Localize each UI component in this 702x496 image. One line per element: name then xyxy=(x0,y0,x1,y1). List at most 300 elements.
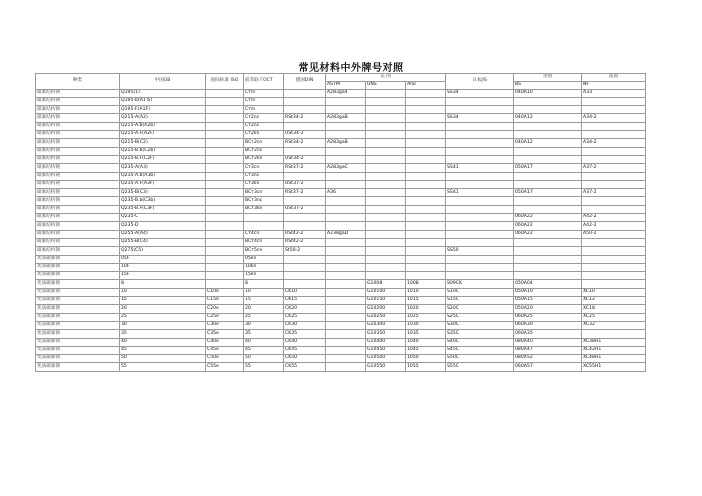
cell-jis xyxy=(446,255,514,263)
cell-gost: 55 xyxy=(244,363,284,371)
table-row xyxy=(36,338,646,346)
cell-cn-gb: Q195-F(A1F) xyxy=(120,106,206,114)
cell-gost: Cт/n xyxy=(244,89,284,97)
cell-aisi xyxy=(406,214,446,222)
page-title: 常见材料中外牌号对照 xyxy=(298,63,404,74)
cell-cn-gb: Q215-A.b(A2b) xyxy=(120,122,206,130)
cell-jis xyxy=(446,180,514,188)
cell-kind: 优质碳素钢 xyxy=(36,255,120,263)
cell-astm xyxy=(326,205,366,213)
cell-bs xyxy=(514,155,582,163)
cell-jis xyxy=(446,205,514,213)
cell-uns xyxy=(366,205,406,213)
table-row xyxy=(36,230,646,238)
cell-din: RSt34-2 xyxy=(284,139,326,147)
cell-aisi: 1015 xyxy=(406,297,446,305)
cell-gost: 25 xyxy=(244,313,284,321)
cell-cn-gb: 55 xyxy=(120,363,206,371)
cell-gost: 15kn xyxy=(244,272,284,280)
cell-din xyxy=(284,97,326,105)
cell-cn-gb: 30 xyxy=(120,321,206,329)
cell-uns xyxy=(366,189,406,197)
cell-jis xyxy=(446,172,514,180)
cell-din xyxy=(284,172,326,180)
cell-din xyxy=(284,197,326,205)
cell-cn-gb: 10 xyxy=(120,288,206,296)
cell-astm xyxy=(326,330,366,338)
table-row xyxy=(36,305,646,313)
cell-kind: 碳素结构钢 xyxy=(36,122,120,130)
cell-iso xyxy=(206,147,244,155)
cell-jis: S10C xyxy=(446,288,514,296)
cell-aisi xyxy=(406,189,446,197)
cell-iso xyxy=(206,272,244,280)
table-row xyxy=(36,164,646,172)
cell-cn-gb: Q235-D xyxy=(120,222,206,230)
cell-kind: 碳素结构钢 xyxy=(36,114,120,122)
cell-kind: 碳素结构钢 xyxy=(36,164,120,172)
cell-astm xyxy=(326,131,366,139)
cell-astm xyxy=(326,363,366,371)
cell-kind: 优质碳素钢 xyxy=(36,263,120,271)
cell-aisi xyxy=(406,106,446,114)
cell-nf: XC48H1 xyxy=(582,355,646,363)
cell-gost: 45 xyxy=(244,346,284,354)
cell-jis: SS34 xyxy=(446,114,514,122)
header-usa: 美 国 xyxy=(326,74,446,82)
cell-gost: BCт3cn xyxy=(244,189,284,197)
cell-bs xyxy=(514,131,582,139)
cell-din xyxy=(284,272,326,280)
header-astm: ASTM xyxy=(326,81,366,89)
cell-kind: 碳素结构钢 xyxy=(36,205,120,213)
cell-aisi: 1040 xyxy=(406,338,446,346)
cell-cn-gb: 40 xyxy=(120,338,206,346)
cell-cn-gb: 15F xyxy=(120,272,206,280)
cell-kind: 优质碳素钢 xyxy=(36,355,120,363)
table-row xyxy=(36,189,646,197)
header-bs: BS xyxy=(514,81,582,89)
cell-nf: XC12 xyxy=(582,297,646,305)
cell-uns xyxy=(366,147,406,155)
cell-din: CK35 xyxy=(284,330,326,338)
cell-nf: A37-2 xyxy=(582,164,646,172)
cell-gost: Cт/n xyxy=(244,97,284,105)
cell-kind: 优质碳素钢 xyxy=(36,363,120,371)
cell-kind: 优质碳素钢 xyxy=(36,313,120,321)
table-row xyxy=(36,131,646,139)
cell-bs xyxy=(514,272,582,280)
cell-astm xyxy=(326,197,366,205)
cell-astm xyxy=(326,272,366,280)
cell-uns: G10150 xyxy=(366,297,406,305)
cell-jis: SS41 xyxy=(446,189,514,197)
cell-astm xyxy=(326,214,366,222)
cell-din xyxy=(284,255,326,263)
cell-aisi xyxy=(406,222,446,230)
cell-cn-gb: Q195(1) xyxy=(120,89,206,97)
cell-uns xyxy=(366,131,406,139)
cell-iso: C35e xyxy=(206,330,244,338)
cell-iso xyxy=(206,164,244,172)
header-cn-gb: 中国GB xyxy=(120,74,206,90)
cell-din: CK40 xyxy=(284,338,326,346)
cell-astm xyxy=(326,355,366,363)
cell-bs xyxy=(514,238,582,246)
table-row xyxy=(36,122,646,130)
cell-kind: 碳素结构钢 xyxy=(36,139,120,147)
cell-uns xyxy=(366,97,406,105)
cell-nf xyxy=(582,272,646,280)
cell-kind: 碳素结构钢 xyxy=(36,89,120,97)
cell-jis: S09CK xyxy=(446,280,514,288)
cell-aisi xyxy=(406,89,446,97)
cell-kind: 碳素结构钢 xyxy=(36,222,120,230)
cell-astm xyxy=(326,222,366,230)
cell-kind: 优质碳素钢 xyxy=(36,338,120,346)
cell-bs: 050A20 xyxy=(514,305,582,313)
cell-cn-gb: 45 xyxy=(120,346,206,354)
cell-aisi xyxy=(406,172,446,180)
cell-uns xyxy=(366,214,406,222)
cell-din: USt37-2 xyxy=(284,205,326,213)
cell-uns: G10250 xyxy=(366,313,406,321)
cell-iso: C15e xyxy=(206,297,244,305)
cell-cn-gb: 05F xyxy=(120,255,206,263)
cell-jis: S20C xyxy=(446,305,514,313)
cell-kind: 碳素结构钢 xyxy=(36,189,120,197)
cell-astm xyxy=(326,338,366,346)
cell-bs: 060A35 xyxy=(514,330,582,338)
cell-uns xyxy=(366,247,406,255)
cell-gost: 35 xyxy=(244,330,284,338)
cell-din: RSt42-2 xyxy=(284,238,326,246)
cell-cn-gb: Q235-C xyxy=(120,214,206,222)
cell-iso: C30e xyxy=(206,321,244,329)
cell-iso xyxy=(206,131,244,139)
cell-uns xyxy=(366,263,406,271)
cell-kind: 碳素结构钢 xyxy=(36,247,120,255)
cell-nf xyxy=(582,255,646,263)
cell-cn-gb: Q235-A.b(A3b) xyxy=(120,172,206,180)
table-row xyxy=(36,97,646,105)
cell-astm xyxy=(326,305,366,313)
cell-astm xyxy=(326,97,366,105)
cell-aisi xyxy=(406,255,446,263)
cell-cn-gb: Q235-B.b(C3b) xyxy=(120,197,206,205)
cell-bs: 040A10 xyxy=(514,89,582,97)
cell-din: CK10 xyxy=(284,288,326,296)
cell-jis xyxy=(446,106,514,114)
cell-bs: 060A22 xyxy=(514,230,582,238)
cell-jis xyxy=(446,147,514,155)
cell-nf xyxy=(582,97,646,105)
cell-uns xyxy=(366,164,406,172)
cell-aisi xyxy=(406,97,446,105)
cell-nf: A42-2 xyxy=(582,222,646,230)
materials-table xyxy=(35,73,646,372)
cell-kind: 碳素结构钢 xyxy=(36,147,120,155)
cell-nf xyxy=(582,238,646,246)
cell-jis: S40C xyxy=(446,338,514,346)
cell-iso xyxy=(206,247,244,255)
cell-jis: S50C xyxy=(446,355,514,363)
cell-cn-gb: Q195-b(A1 b) xyxy=(120,97,206,105)
cell-din: CK15 xyxy=(284,297,326,305)
cell-gost: Cт2nc xyxy=(244,122,284,130)
cell-uns xyxy=(366,230,406,238)
cell-astm xyxy=(326,313,366,321)
cell-nf xyxy=(582,197,646,205)
cell-kind: 碳素结构钢 xyxy=(36,180,120,188)
cell-nf: XC55H1 xyxy=(582,363,646,371)
cell-nf: A34-2 xyxy=(582,114,646,122)
cell-nf: A34-2 xyxy=(582,139,646,147)
cell-jis xyxy=(446,139,514,147)
cell-uns xyxy=(366,272,406,280)
cell-iso xyxy=(206,238,244,246)
cell-uns xyxy=(366,139,406,147)
cell-uns: G10400 xyxy=(366,338,406,346)
cell-bs: 050A04 xyxy=(514,280,582,288)
cell-cn-gb: Q215-A(A2) xyxy=(120,114,206,122)
cell-jis: S35C xyxy=(446,330,514,338)
cell-jis: S45C xyxy=(446,346,514,354)
cell-uns xyxy=(366,197,406,205)
cell-uns xyxy=(366,114,406,122)
cell-iso xyxy=(206,122,244,130)
cell-nf xyxy=(582,131,646,139)
cell-bs xyxy=(514,122,582,130)
cell-astm xyxy=(326,346,366,354)
cell-astm xyxy=(326,172,366,180)
cell-aisi: 1050 xyxy=(406,355,446,363)
cell-din xyxy=(284,280,326,288)
cell-din xyxy=(284,122,326,130)
cell-aisi xyxy=(406,230,446,238)
cell-cn-gb: 25 xyxy=(120,313,206,321)
cell-uns: G10500 xyxy=(366,355,406,363)
table-row xyxy=(36,330,646,338)
cell-din: RSt37-2 xyxy=(284,164,326,172)
cell-uns xyxy=(366,238,406,246)
cell-din xyxy=(284,214,326,222)
cell-gost: Cт2nc xyxy=(244,114,284,122)
table-row xyxy=(36,172,646,180)
cell-kind: 碳素结构钢 xyxy=(36,97,120,105)
cell-nf xyxy=(582,106,646,114)
header-iso: 国际标准 ISO xyxy=(206,74,244,90)
cell-cn-gb: Q235-B.F(C3F) xyxy=(120,205,206,213)
cell-iso xyxy=(206,205,244,213)
cell-din: CK25 xyxy=(284,313,326,321)
cell-bs: 050A15 xyxy=(514,297,582,305)
cell-gost: BCт3nc xyxy=(244,197,284,205)
cell-kind: 碳素结构钢 xyxy=(36,172,120,180)
cell-astm xyxy=(326,263,366,271)
table-row xyxy=(36,321,646,329)
cell-iso xyxy=(206,280,244,288)
cell-cn-gb: Q255-B(C4) xyxy=(120,238,206,246)
header-uk: 英国 xyxy=(514,74,582,82)
cell-jis: SS34 xyxy=(446,89,514,97)
cell-uns: G10350 xyxy=(366,330,406,338)
cell-jis: SS50 xyxy=(446,247,514,255)
table-row xyxy=(36,363,646,371)
cell-iso: C20e xyxy=(206,305,244,313)
cell-bs: 060A57 xyxy=(514,363,582,371)
cell-astm xyxy=(326,106,366,114)
cell-iso xyxy=(206,89,244,97)
cell-aisi: 1055 xyxy=(406,363,446,371)
cell-aisi xyxy=(406,180,446,188)
cell-aisi: 1030 xyxy=(406,321,446,329)
cell-bs xyxy=(514,255,582,263)
cell-cn-gb: Q215-B(C2) xyxy=(120,139,206,147)
cell-iso xyxy=(206,97,244,105)
cell-nf: A42-2 xyxy=(582,214,646,222)
cell-nf xyxy=(582,205,646,213)
cell-gost xyxy=(244,222,284,230)
cell-gost: 50 xyxy=(244,355,284,363)
cell-astm: A238gaD xyxy=(326,230,366,238)
cell-cn-gb: 35 xyxy=(120,330,206,338)
table-row xyxy=(36,313,646,321)
cell-jis xyxy=(446,155,514,163)
cell-astm: A283gaC xyxy=(326,164,366,172)
cell-din xyxy=(284,263,326,271)
cell-iso xyxy=(206,189,244,197)
cell-bs xyxy=(514,147,582,155)
header-nf: NF xyxy=(582,81,646,89)
header-din: 德国DIN xyxy=(284,74,326,90)
cell-jis: S30C xyxy=(446,321,514,329)
cell-iso xyxy=(206,172,244,180)
cell-iso xyxy=(206,139,244,147)
cell-aisi xyxy=(406,114,446,122)
cell-nf: XC42H1 xyxy=(582,346,646,354)
cell-astm xyxy=(326,288,366,296)
cell-gost: 10kn xyxy=(244,263,284,271)
cell-aisi xyxy=(406,139,446,147)
cell-gost: BCт2nc xyxy=(244,147,284,155)
cell-aisi: 1008 xyxy=(406,280,446,288)
cell-gost xyxy=(244,214,284,222)
cell-uns xyxy=(366,106,406,114)
header-fr: 法国 xyxy=(582,74,646,82)
header-gost: 前苏联 ГОСТ xyxy=(244,74,284,90)
cell-astm xyxy=(326,122,366,130)
cell-nf xyxy=(582,122,646,130)
cell-din xyxy=(284,106,326,114)
cell-kind: 优质碳素钢 xyxy=(36,280,120,288)
table-row xyxy=(36,238,646,246)
cell-astm xyxy=(326,155,366,163)
table-row xyxy=(36,197,646,205)
cell-aisi: 1010 xyxy=(406,288,446,296)
cell-din xyxy=(284,89,326,97)
cell-jis xyxy=(446,222,514,230)
cell-nf xyxy=(582,147,646,155)
cell-iso: C55e xyxy=(206,363,244,371)
cell-jis xyxy=(446,122,514,130)
cell-aisi: 1035 xyxy=(406,330,446,338)
cell-jis xyxy=(446,230,514,238)
cell-astm: A283gaB xyxy=(326,114,366,122)
cell-iso xyxy=(206,214,244,222)
cell-astm xyxy=(326,238,366,246)
cell-kind: 碳素结构钢 xyxy=(36,131,120,139)
cell-gost: BCт5cn xyxy=(244,247,284,255)
cell-iso xyxy=(206,230,244,238)
cell-gost: BCт4cn xyxy=(244,238,284,246)
table-row xyxy=(36,139,646,147)
cell-bs: 060A30 xyxy=(514,321,582,329)
cell-nf xyxy=(582,330,646,338)
cell-aisi xyxy=(406,247,446,255)
cell-aisi: 1025 xyxy=(406,313,446,321)
cell-bs: 040A12 xyxy=(514,114,582,122)
cell-jis: S25C xyxy=(446,313,514,321)
cell-nf xyxy=(582,155,646,163)
cell-aisi: 1020 xyxy=(406,305,446,313)
cell-kind: 优质碳素钢 xyxy=(36,288,120,296)
cell-kind: 碳素结构钢 xyxy=(36,155,120,163)
cell-aisi xyxy=(406,197,446,205)
cell-jis: S15C xyxy=(446,297,514,305)
cell-cn-gb: Q235-A.F(A3F) xyxy=(120,180,206,188)
cell-gost: 30 xyxy=(244,321,284,329)
cell-uns xyxy=(366,180,406,188)
cell-gost: Cт3nc xyxy=(244,172,284,180)
cell-bs xyxy=(514,263,582,271)
cell-iso: C25e xyxy=(206,313,244,321)
cell-din: CK55 xyxy=(284,363,326,371)
cell-gost: 20 xyxy=(244,305,284,313)
cell-jis xyxy=(446,97,514,105)
cell-aisi xyxy=(406,238,446,246)
cell-uns xyxy=(366,255,406,263)
cell-gost: 05kn xyxy=(244,255,284,263)
cell-din: USt34-2 xyxy=(284,155,326,163)
cell-cn-gb: 10F xyxy=(120,263,206,271)
cell-bs: 050A10 xyxy=(514,288,582,296)
cell-din: CK45 xyxy=(284,346,326,354)
cell-aisi xyxy=(406,147,446,155)
cell-kind: 优质碳素钢 xyxy=(36,346,120,354)
cell-astm xyxy=(326,255,366,263)
cell-uns xyxy=(366,172,406,180)
cell-din: USt37-2 xyxy=(284,180,326,188)
cell-nf xyxy=(582,180,646,188)
cell-gost: 40 xyxy=(244,338,284,346)
header-aisi: AISI xyxy=(406,81,446,89)
cell-astm: A283gaB xyxy=(326,139,366,147)
cell-nf xyxy=(582,172,646,180)
cell-bs: 080A47 xyxy=(514,346,582,354)
cell-gost: Cт4cn xyxy=(244,230,284,238)
cell-gost: 10 xyxy=(244,288,284,296)
table-row xyxy=(36,147,646,155)
cell-kind: 碳素结构钢 xyxy=(36,197,120,205)
cell-jis: SS41 xyxy=(446,164,514,172)
table-row xyxy=(36,346,646,354)
cell-nf: XC38H1 xyxy=(582,338,646,346)
cell-bs: 050A17 xyxy=(514,189,582,197)
cell-astm xyxy=(326,280,366,288)
cell-bs xyxy=(514,106,582,114)
cell-aisi xyxy=(406,164,446,172)
